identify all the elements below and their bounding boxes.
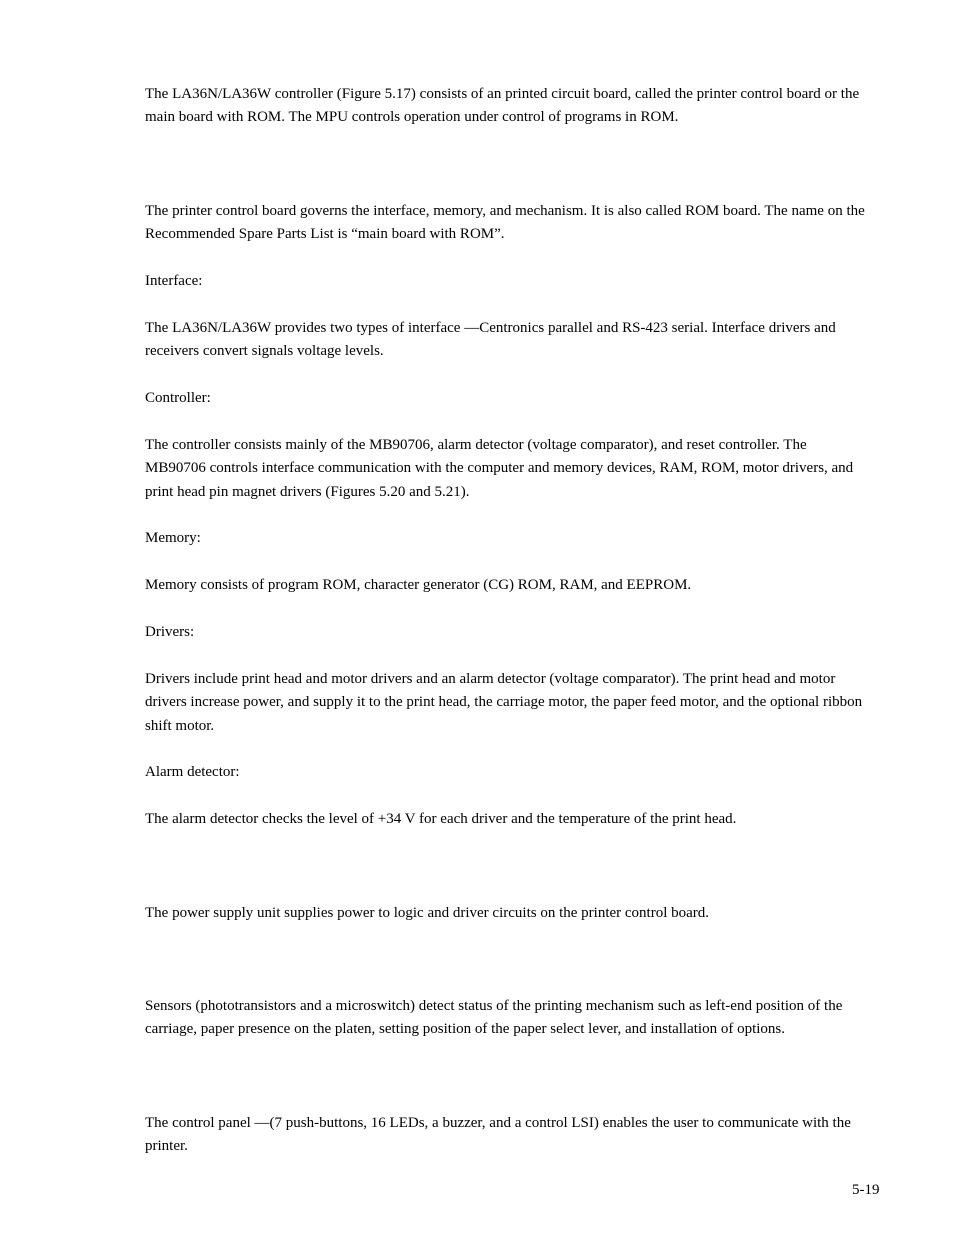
page-number: 5-19	[852, 1182, 880, 1198]
printer-control-board-paragraph: The printer control board governs the interface, memory, and mechanism. It is also called ROM board. The name on the Recommended Spare Parts List is “main board with ROM”.	[145, 203, 865, 243]
power-supply-paragraph: The power supply unit supplies power to logic and driver circuits on the printer control board.	[145, 905, 710, 921]
memory-heading: Memory:	[145, 530, 201, 546]
controller-heading: Controller:	[145, 390, 211, 406]
control-panel-paragraph: The control panel —(7 push-buttons, 16 LEDs, a buzzer, and a control LSI) enables the user to communicate with the printer.	[145, 1115, 851, 1155]
sensors-paragraph: Sensors (phototransistors and a microswitch) detect status of the printing mechanism such as left-end position of the carriage, paper presence on the platen, setting position of the paper select lever, and installation of options.	[145, 998, 843, 1038]
interface-paragraph: The LA36N/LA36W provides two types of interface —Centronics parallel and RS-423 serial. Interface drivers and receivers convert signals voltage levels.	[145, 320, 836, 360]
drivers-paragraph: Drivers include print head and motor drivers and an alarm detector (voltage comparator). The print head and motor drivers increase power, and supply it to the print head, the carriage motor, the paper feed motor, and the optional ribbon shift motor.	[145, 671, 863, 734]
alarm-detector-paragraph: The alarm detector checks the level of +34 V for each driver and the temperature of the print head.	[145, 811, 737, 827]
memory-paragraph: Memory consists of program ROM, character generator (CG) ROM, RAM, and EEPROM.	[145, 577, 692, 593]
controller-paragraph: The controller consists mainly of the MB90706, alarm detector (voltage comparator), and reset controller. The MB90706 controls interface communication with the computer and memory devices, RAM, ROM, motor drivers, and print head pin magnet drivers (Figures 5.20 and 5.21).	[145, 437, 854, 500]
interface-heading: Interface:	[145, 273, 203, 289]
drivers-heading: Drivers:	[145, 624, 195, 640]
intro-paragraph: The LA36N/LA36W controller (Figure 5.17) consists of an printed circuit board, called the printer control board or the main board with ROM. The MPU controls operation under control of programs in ROM.	[145, 86, 860, 126]
alarm-detector-heading: Alarm detector:	[145, 764, 240, 780]
